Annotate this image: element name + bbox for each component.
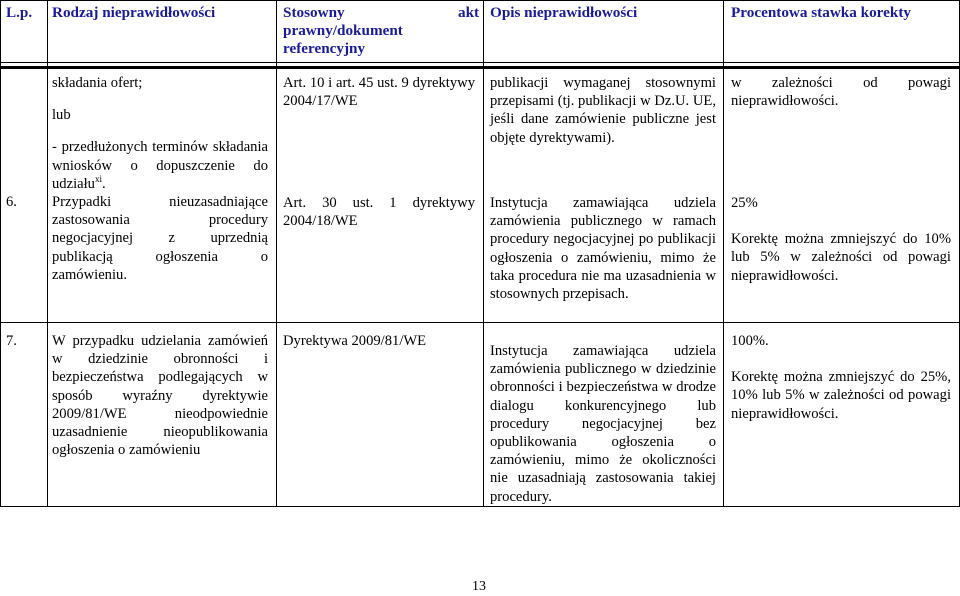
- prev-type-continued: - przedłużonych terminów składania wniosków o dopuszczenie do udziału$^{xi}$.: [52, 139, 268, 192]
- row6-rate-pct: 25%: [731, 195, 758, 211]
- row6-desc-cell: Instytucja zamawiająca udziela zamówienia publicznego w ramach procedury negocjacyjnej po publikacji ogłoszenia o zamówieniu, mimo że taka procedura nie ma uzasadnienia w stosownych przepisach.: [490, 195, 716, 303]
- header-law-line1: Stosowny: [283, 4, 345, 21]
- header-law-line3: referencyjny: [283, 40, 366, 57]
- row6-rate-note: Korektę można zmniejszyć do 10% lub 5% w zależności od powagi nieprawidłowości.: [731, 231, 951, 284]
- table-border-top: [0, 0, 960, 1]
- page-number: 13: [472, 579, 486, 594]
- prev-law-cell: Art. 10 i art. 45 ust. 9 dyrektywy 2004/17/WE: [283, 75, 475, 110]
- row7-desc-cell: Instytucja zamawiająca udziela zamówienia publicznego w dziedzinie obronności i bezpieczeństwa w drodze dialogu konkurencyjnego lub procedury negocjacyjnej bez opublikowania ogłoszenia o zamówieniu, mimo że okoliczności nie uzasadniają zastosowania takiej procedury.: [490, 343, 716, 505]
- header-law: [283, 4, 480, 58]
- row-divider: [0, 62, 960, 63]
- header-law-akt: akt: [458, 4, 480, 21]
- col-divider: [483, 0, 484, 507]
- row7-rate-note: Korektę można zmniejszyć do 25%, 10% lub 5% w zależności od powagi nieprawidłowości.: [731, 369, 951, 422]
- prev-rate-cell: w zależności od powagi nieprawidłowości.: [731, 75, 951, 110]
- row7-rate-cell: [731, 332, 951, 423]
- row6-rate-cell: [731, 194, 951, 285]
- row6-type-cell: [6, 74, 268, 284]
- row7-number: 7.: [6, 333, 17, 349]
- header-lp: L.p.: [6, 4, 33, 21]
- row-divider: [0, 322, 960, 323]
- col-divider: [47, 0, 48, 507]
- prev-desc-cell: publikacji wymaganej stosownymi przepisami (tj. publikacji w Dz.U. UE, jeśli dane zamówienie publiczne jest objęte dyrektywami).: [490, 75, 716, 146]
- header-type: Rodzaj nieprawidłowości: [52, 4, 216, 21]
- header-desc: Opis nieprawidłowości: [490, 4, 638, 21]
- col-divider: [723, 0, 724, 507]
- row6-type: 6. Przypadki nieuzasadniające zastosowania procedury negocjacyjnej z uprzednią publikacją ogłoszenia o zamówieniu.: [6, 194, 268, 283]
- row-divider: [0, 66, 960, 69]
- col-divider: [276, 0, 277, 507]
- row7-type-cell: W przypadku udzielania zamówień w dziedzinie obronności i bezpieczeństwa podlegających w sposób wyraźny dyrektywie 2009/81/WE nieodpowiednie uzasadnienie nieopublikowania ogłoszenia o zamówieniu: [52, 333, 268, 459]
- row7-law-cell: Dyrektywa 2009/81/WE: [283, 333, 427, 349]
- row6-number: 6.: [6, 194, 17, 211]
- prev-type-or: lub: [52, 107, 71, 124]
- row7-rate-pct: 100%.: [731, 333, 769, 349]
- table-border-bottom: [0, 506, 960, 507]
- prev-type-line1: składania ofert;: [52, 75, 143, 91]
- header-law-line2: prawny/dokument: [283, 22, 403, 39]
- header-rate: Procentowa stawka korekty: [731, 4, 911, 21]
- row6-law-cell: Art. 30 ust. 1 dyrektywy 2004/18/WE: [283, 195, 475, 230]
- table-border-left: [0, 0, 1, 507]
- footnote-ref[interactable]: xi: [94, 173, 102, 184]
